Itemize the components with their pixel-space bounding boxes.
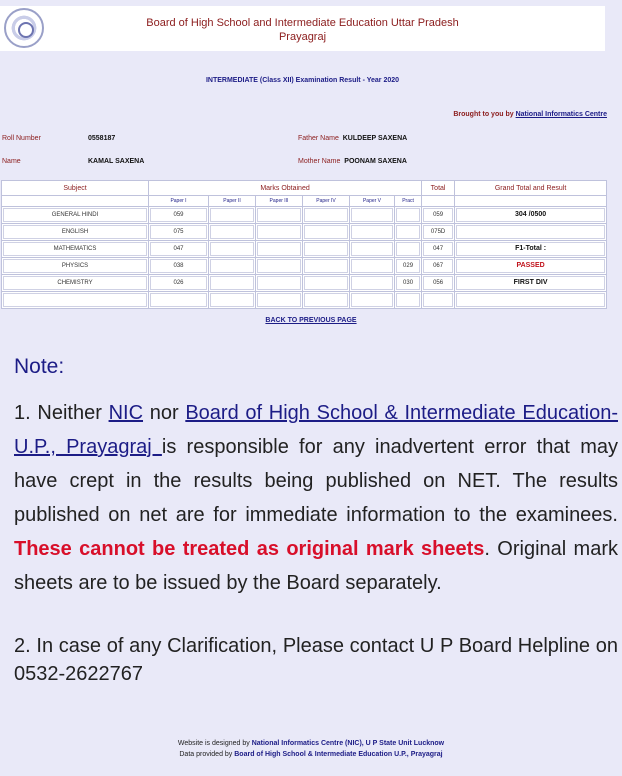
paper-3-marks (257, 225, 301, 239)
note-p1-nor: nor (143, 402, 186, 424)
paper-2-marks (210, 242, 254, 256)
empty-cell (2, 292, 149, 309)
paper-5-marks (351, 276, 393, 290)
empty-cell (455, 196, 607, 207)
paper-2-cell (209, 207, 256, 224)
footer-line-2 (0, 749, 622, 760)
board-title (0, 16, 605, 44)
paper-5-cell (350, 258, 395, 275)
empty-box (150, 293, 207, 307)
nic-link[interactable]: National Informatics Centre (515, 111, 607, 118)
total-cell (422, 241, 455, 258)
total-cell (422, 224, 455, 241)
total-marks: 075D (423, 225, 453, 239)
footer-designed-by: National Informatics Centre (NIC), U P State Unit Lucknow (251, 740, 445, 747)
pract-cell (395, 207, 422, 224)
pract-header: Pract (395, 196, 422, 207)
empty-cell (149, 292, 209, 309)
paper-5-marks (351, 259, 393, 273)
paper-4-cell (303, 275, 350, 292)
paper-4-cell (303, 224, 350, 241)
table-row (2, 275, 607, 292)
nic-note-link[interactable]: NIC (108, 402, 144, 424)
paper-4-marks (304, 208, 348, 222)
paper-3-header: Paper III (256, 196, 303, 207)
back-to-previous-page-link[interactable]: BACK TO PREVIOUS PAGE (265, 317, 357, 324)
pract-marks (396, 208, 420, 222)
empty-box (351, 293, 393, 307)
subject-name: MATHEMATICS (3, 242, 147, 256)
paper-1-cell (149, 224, 209, 241)
paper-2-marks (210, 225, 254, 239)
board-note-link[interactable]: Board of High School & Intermediate Education-U.P., Prayagraj (14, 402, 618, 458)
empty-cell (2, 196, 149, 207)
paper-5-marks (351, 225, 393, 239)
table-row (2, 258, 607, 275)
subject-cell (2, 275, 149, 292)
total-marks: 067 (423, 259, 453, 273)
marks-header: Marks Obtained (149, 181, 422, 196)
roll-value: 0558187 (88, 135, 116, 142)
division: FIRST DIV (456, 276, 605, 290)
empty-cell (422, 196, 455, 207)
paper-3-cell (256, 258, 303, 275)
table-row-empty (2, 292, 607, 309)
empty-box (257, 293, 301, 307)
paper-2-header: Paper II (209, 196, 256, 207)
subject-cell (2, 241, 149, 258)
paper-1-cell (149, 241, 209, 258)
subject-cell (2, 224, 149, 241)
roll-number-label (2, 135, 41, 142)
paper-3-cell (256, 224, 303, 241)
exam-title: INTERMEDIATE (Class XII) Examination Result - Year 2020 (205, 77, 400, 84)
table-row (2, 207, 607, 224)
grand-total (456, 225, 605, 239)
pract-cell (395, 224, 422, 241)
paper-1-marks: 059 (150, 208, 207, 222)
paper-1-cell (149, 258, 209, 275)
paper-4-marks (304, 242, 348, 256)
paper-2-marks (210, 208, 254, 222)
pract-cell (395, 258, 422, 275)
empty-box (3, 293, 147, 307)
grand-header: Grand Total and Result (455, 181, 607, 196)
table-row (2, 241, 607, 258)
paper-1-marks: 038 (150, 259, 207, 273)
paper-3-cell (256, 241, 303, 258)
paper-2-cell (209, 275, 256, 292)
total-cell (422, 275, 455, 292)
grand-cell (455, 241, 607, 258)
grand-total: F1-Total : (456, 242, 605, 256)
paper-1-marks: 026 (150, 276, 207, 290)
subject-cell (2, 258, 149, 275)
paper-4-marks (304, 259, 348, 273)
total-marks: 056 (423, 276, 453, 290)
name-value: KAMAL SAXENA (88, 158, 145, 165)
empty-cell (303, 292, 350, 309)
subject-name: CHEMISTRY (3, 276, 147, 290)
mother-value: POONAM SAXENA (344, 158, 407, 165)
name-label: Name (2, 158, 21, 165)
subject-name: GENERAL HINDI (3, 208, 147, 222)
result-status: PASSED (456, 259, 605, 273)
paper-5-cell (350, 241, 395, 258)
paper-1-cell (149, 207, 209, 224)
paper-4-cell (303, 258, 350, 275)
note-warning: These cannot be treated as original mark sheets (14, 538, 485, 560)
marks-table (1, 180, 607, 309)
empty-cell (395, 292, 422, 309)
grand-cell (455, 224, 607, 241)
pract-cell (395, 241, 422, 258)
paper-2-marks (210, 276, 254, 290)
subject-cell (2, 207, 149, 224)
paper-1-header: Paper I (149, 196, 209, 207)
paper-5-marks (351, 242, 393, 256)
footer-designed-prefix: Website is designed by (177, 740, 252, 747)
empty-cell (350, 292, 395, 309)
grand-total: 304 /0500 (456, 208, 605, 222)
empty-box (423, 293, 453, 307)
grand-cell (455, 275, 607, 292)
paper-4-header: Paper IV (303, 196, 350, 207)
note-title: Note: (14, 355, 65, 378)
pract-cell (395, 275, 422, 292)
paper-4-marks (304, 276, 348, 290)
paper-2-cell (209, 241, 256, 258)
name-value-row (88, 158, 144, 165)
subject-header: Subject (2, 181, 149, 196)
paper-3-marks (257, 276, 301, 290)
paper-5-header: Paper V (350, 196, 395, 207)
paper-3-marks (257, 259, 301, 273)
total-marks: 059 (423, 208, 453, 222)
note-p1-end: . Original mark sheets are to be issued by the Board separately. (14, 538, 618, 594)
footer-line-1 (0, 738, 622, 749)
paper-2-marks (210, 259, 254, 273)
note-p1-start: 1. Neither (14, 402, 109, 424)
paper-5-cell (350, 224, 395, 241)
empty-cell (256, 292, 303, 309)
pract-marks (396, 225, 420, 239)
paper-1-marks: 047 (150, 242, 207, 256)
paper-5-cell (350, 275, 395, 292)
paper-header-row (2, 196, 607, 207)
paper-4-marks (304, 225, 348, 239)
subject-name: PHYSICS (3, 259, 147, 273)
mother-label: Mother Name (298, 158, 341, 165)
empty-cell (209, 292, 256, 309)
footer-data-prefix: Data provided by (179, 751, 235, 758)
paper-3-marks (257, 208, 301, 222)
father-value: KULDEEP SAXENA (342, 135, 408, 142)
footer-data-by: Board of High School & Intermediate Education U.P., Prayagraj (234, 751, 443, 758)
paper-2-cell (209, 258, 256, 275)
empty-box (304, 293, 348, 307)
paper-1-cell (149, 275, 209, 292)
empty-cell (422, 292, 455, 309)
board-title-line1: Board of High School and Intermediate Education Uttar Pradesh (146, 17, 459, 29)
roll-label: Roll Number (2, 135, 41, 142)
note-paragraph-1 (14, 396, 618, 600)
paper-3-marks (257, 242, 301, 256)
paper-4-cell (303, 241, 350, 258)
empty-box (210, 293, 254, 307)
grand-cell (455, 258, 607, 275)
note-p1-mid: is responsible for any inadvertent error that may have crept in the results being published on NET. The results published on net are for immediate information to the examinees. (14, 436, 618, 526)
paper-3-cell (256, 207, 303, 224)
table-row (2, 224, 607, 241)
name-label-row (2, 158, 21, 165)
grand-cell (455, 207, 607, 224)
brought-prefix: Brought to you by (453, 111, 514, 118)
page-header (0, 6, 605, 51)
paper-2-cell (209, 224, 256, 241)
paper-4-cell (303, 207, 350, 224)
note-paragraph-2: 2. In case of any Clarification, Please contact U P Board Helpline on 0532-2622767 (14, 635, 618, 685)
total-cell (422, 258, 455, 275)
brought-to-you (453, 111, 607, 118)
empty-box (456, 293, 605, 307)
table-header-row (2, 181, 607, 196)
total-header: Total (422, 181, 455, 196)
total-marks: 047 (423, 242, 453, 256)
mother-name-row (298, 158, 407, 165)
board-title-line2: Prayagraj (278, 31, 327, 43)
empty-cell (455, 292, 607, 309)
empty-box (396, 293, 420, 307)
page-footer (0, 738, 622, 760)
paper-1-marks: 075 (150, 225, 207, 239)
subject-name: ENGLISH (3, 225, 147, 239)
paper-3-cell (256, 275, 303, 292)
father-name-row (298, 135, 407, 142)
roll-number-value (88, 135, 115, 142)
pract-marks: 030 (396, 276, 420, 290)
pract-marks: 029 (396, 259, 420, 273)
pract-marks (396, 242, 420, 256)
total-cell (422, 207, 455, 224)
paper-5-marks (351, 208, 393, 222)
paper-5-cell (350, 207, 395, 224)
father-label: Father Name (298, 135, 339, 142)
